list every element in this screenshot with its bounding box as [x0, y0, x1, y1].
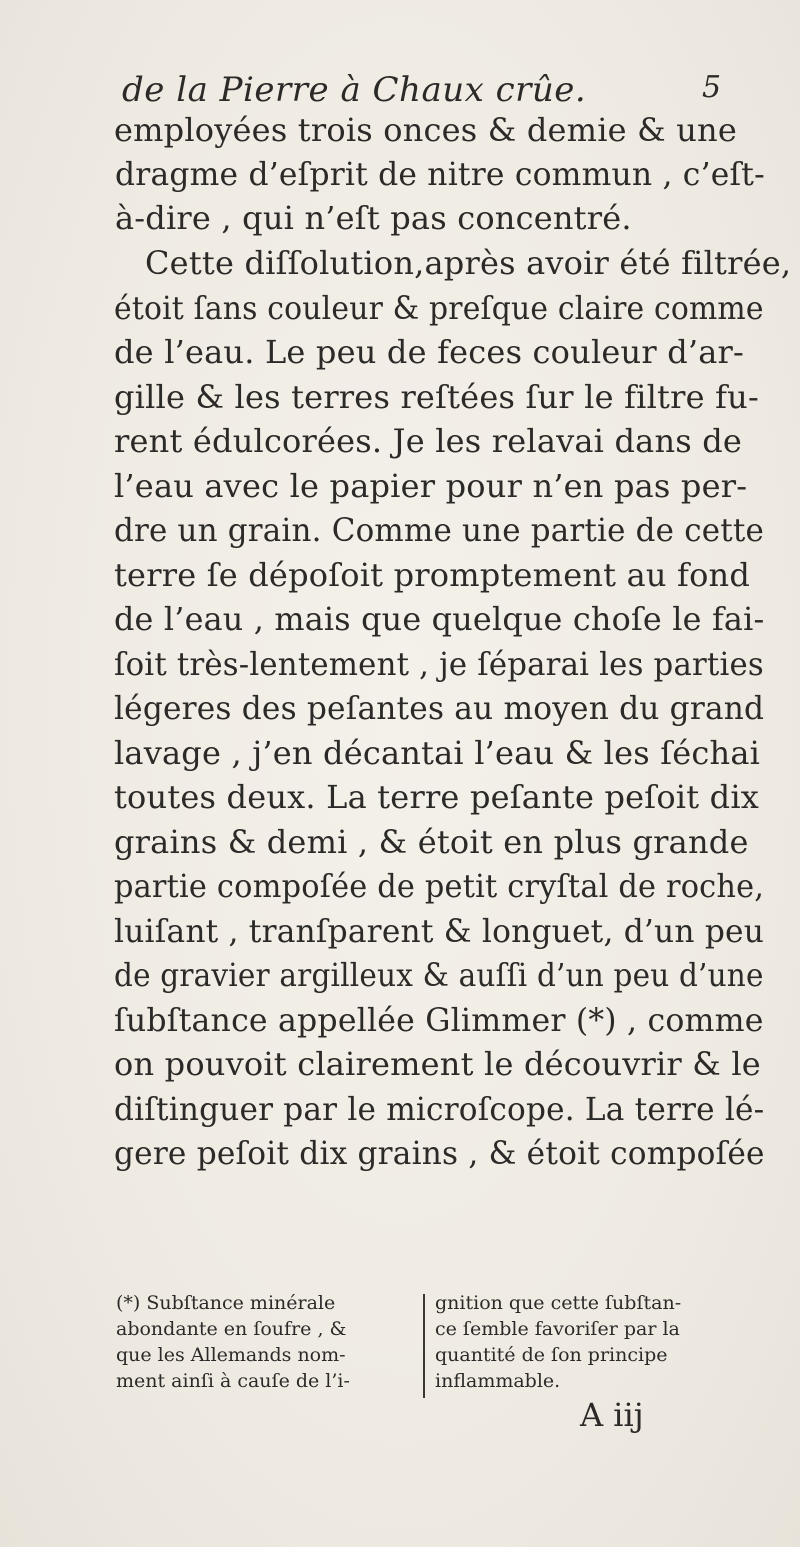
text-line: rent édulcorées. Je les relavai dans de [114, 422, 743, 460]
footnote-line: gnition que cette ſubſtan- [435, 1292, 682, 1314]
text-line: grains & demi , & étoit en plus grande [114, 823, 749, 861]
text-line: luiſant , tranſparent & longuet, d’un peu [114, 912, 765, 950]
footnote [0, 1290, 800, 1440]
text-line: l’eau avec le papier pour n’en pas per- [114, 467, 748, 505]
text-line: gere peſoit dix grains , & étoit compoſée [114, 1134, 765, 1172]
text-line: de gravier argilleux & auſſi d’un peu d’une [114, 956, 764, 994]
text-line: Cette diſſolution,après avoir été filtrée, [145, 244, 792, 282]
footnote-line: que les Allemands nom- [116, 1344, 346, 1366]
footnote-line: (*) Subſtance minérale [116, 1292, 336, 1314]
page-number: 5 [702, 70, 722, 105]
footnote-line: abondante en ſoufre , & [116, 1318, 347, 1340]
text-line: dragme d’eſprit de nitre commun , c’eſt- [115, 155, 765, 193]
text-line: partie compoſée de petit cryſtal de roche, [114, 867, 765, 905]
text-line: ſoit très-lentement , je ſéparai les parties [114, 645, 764, 683]
text-line: diſtinguer par le microſcope. La terre lé- [114, 1090, 765, 1128]
text-line: lavage , j’en décantai l’eau & les ſéchai [114, 734, 761, 772]
footnote-line: quantité de ſon principe [435, 1344, 668, 1366]
text-line: légeres des peſantes au moyen du grand [114, 689, 765, 727]
text-line: de l’eau , mais que quelque choſe le fai- [114, 600, 765, 638]
text-line: ſubſtance appellée Glimmer (*) , comme [114, 1001, 764, 1039]
text-line: étoit ſans couleur & preſque claire comme [114, 289, 764, 327]
running-title: de la Pierre à Chaux crûe. [122, 70, 587, 110]
text-line: terre ſe dépoſoit promptement au fond [114, 556, 751, 594]
text-line: de l’eau. Le peu de feces couleur d’ar- [114, 333, 745, 371]
footnote-line: inflammable. [435, 1370, 561, 1392]
text-line: gille & les terres reſtées ſur le filtre fu- [114, 378, 759, 416]
text-line: toutes deux. La terre peſante peſoit dix [114, 778, 760, 816]
signature-mark: A iij [580, 1396, 644, 1434]
text-line: dre un grain. Comme une partie de cette [114, 511, 765, 549]
text-line: employées trois onces & demie & une [114, 111, 737, 149]
text-line: on pouvoit clairement le découvrir & le [114, 1045, 761, 1083]
footnote-line: ce ſemble favoriſer par la [435, 1318, 680, 1340]
column-divider [423, 1294, 425, 1398]
footnote-line: ment ainſi à cauſe de l’i- [116, 1370, 350, 1392]
text-line: à-dire , qui n’eſt pas concentré. [115, 199, 632, 237]
